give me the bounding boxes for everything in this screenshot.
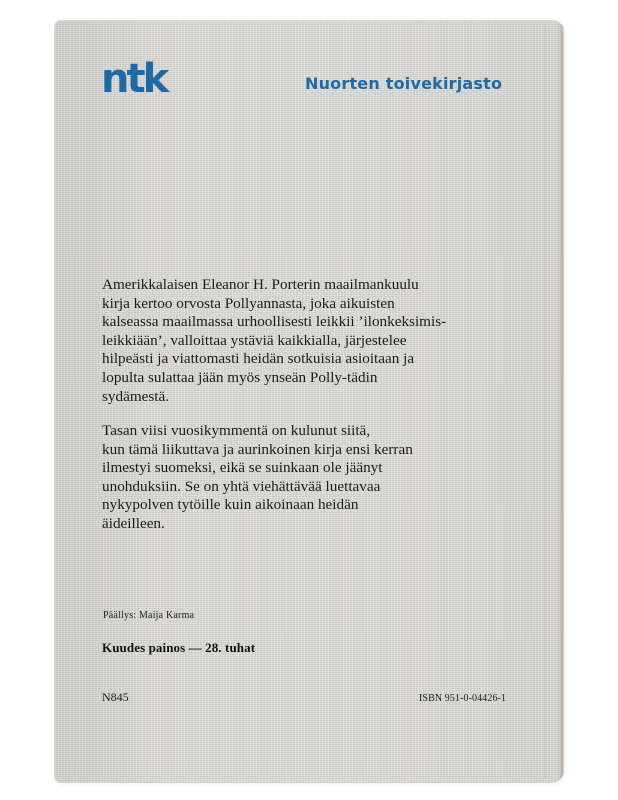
cover-credit: Päällys: Maija Karma <box>103 610 195 621</box>
blurb-line: unohduksiin. Se on yhtä viehättävää luettavaa <box>102 477 381 495</box>
blurb-line: leikkiään’, valloittaa ystäviä kaikkialla, järjestelee <box>102 331 407 349</box>
blurb-line: kalseassa maailmassa urhoollisesti leikkii ’ilonkeksimis- <box>102 313 447 331</box>
blurb-line: Amerikkalaisen Eleanor H. Porterin maailmankuulu <box>102 276 419 293</box>
isbn: ISBN 951-0-04426-1 <box>419 693 507 704</box>
series-title: Nuorten toivekirjasto <box>305 74 503 93</box>
publisher-logo: ntk <box>101 56 167 102</box>
catalog-code: N845 <box>102 690 129 704</box>
blurb-line: lopulta sulattaa jään myös ynseän Polly-tädin <box>102 368 378 386</box>
spine-edge <box>557 23 563 780</box>
blurb-paragraph-2 <box>102 422 532 534</box>
spine-crease <box>543 25 546 778</box>
blurb-line: äideilleen. <box>102 514 165 532</box>
edition-info: Kuudes painos — 28. tuhat <box>102 640 256 655</box>
blurb-line: ilmestyi suomeksi, eikä se suinkaan ole jäänyt <box>102 459 383 477</box>
blurb-line: nykypolven tytöille kuin aikoinaan heidän <box>102 496 359 514</box>
blurb-line: sydämestä. <box>102 387 170 405</box>
blurb-paragraph-1 <box>102 276 532 406</box>
blurb-line: kirja kertoo orvosta Pollyannasta, joka aikuisten <box>102 294 395 312</box>
blurb-line: Tasan viisi vuosikymmentä on kulunut siitä, <box>102 422 371 439</box>
blurb-line: kun tämä liikuttava ja aurinkoinen kirja ensi kerran <box>102 440 413 458</box>
book-back-cover <box>55 21 563 782</box>
blurb-line: hilpeästi ja viattomasti heidän sotkuisia asioitaan ja <box>102 350 415 368</box>
